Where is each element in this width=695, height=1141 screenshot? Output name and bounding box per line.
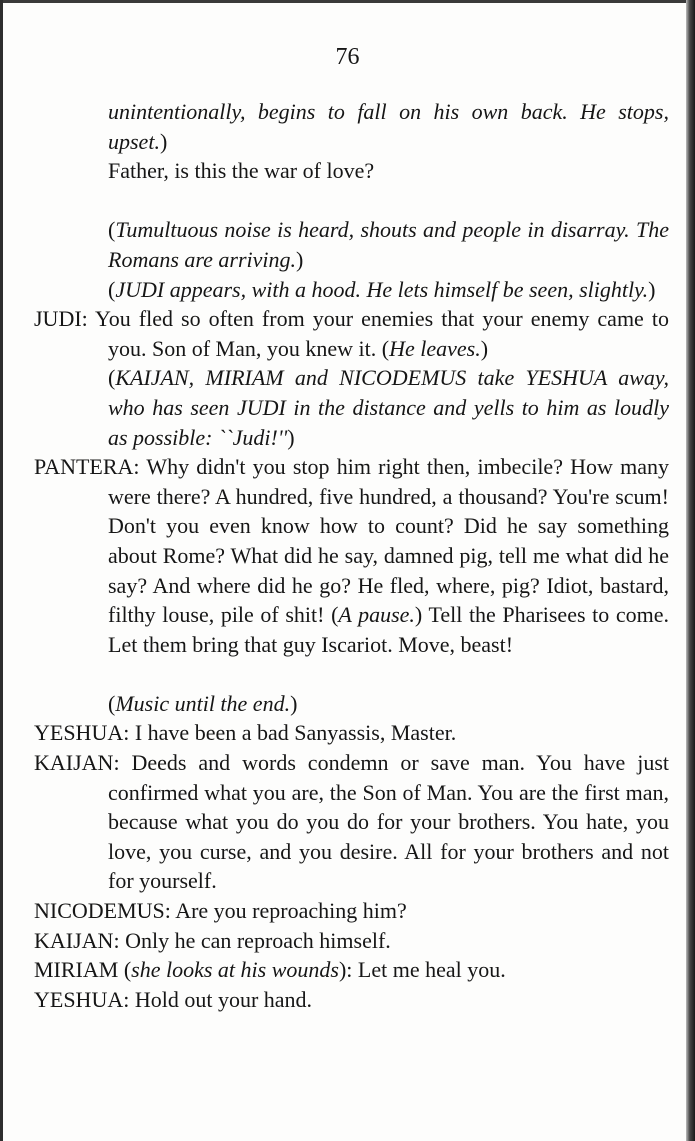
stage-direction xyxy=(0,275,695,305)
speaker-name: KAIJAN: xyxy=(34,927,120,953)
italic-text: He leaves. xyxy=(389,335,481,361)
dialogue-line xyxy=(0,718,695,748)
page-number: 76 xyxy=(335,44,360,70)
text-run: Only he can reproach himself. xyxy=(125,927,391,953)
text-run: ) xyxy=(159,128,168,154)
italic-text: she looks at his wounds xyxy=(131,957,339,983)
text-run: Father, is this the war of love? xyxy=(108,158,375,184)
dialogue-line xyxy=(0,985,695,1015)
speaker-name: YESHUA: xyxy=(34,986,130,1012)
text-run: Hold out your hand. xyxy=(134,986,313,1012)
text-run: ) xyxy=(287,424,295,450)
text-run: ( xyxy=(108,217,116,243)
dialogue-line xyxy=(0,926,695,956)
speaker-name: MIRIAM xyxy=(34,957,119,983)
text-run: You fled so often from your enemies that your enemy came to you. Son of Man, you knew it. ( xyxy=(95,306,669,361)
stage-direction xyxy=(0,215,695,274)
text-run: ( xyxy=(108,276,116,302)
italic-text: unintentionally, begins to fall on his own back. He stops, upset. xyxy=(108,99,669,154)
italic-text: KAIJAN, MIRIAM and NICODEMUS take YESHUA away, who has seen JUDI in the distance and yells to him as loudly as possible: ``Judi!'' xyxy=(108,365,669,450)
scan-edge-top xyxy=(0,0,695,3)
script-text xyxy=(0,97,695,1014)
text-run: ) xyxy=(648,276,656,302)
speaker-name: NICODEMUS: xyxy=(34,898,171,924)
stage-direction xyxy=(0,363,695,452)
dialogue-line xyxy=(0,896,695,926)
text-run: ) Tell the Pharisees to come. Let them bring that guy Iscariot. Move, beast! xyxy=(108,602,670,657)
stage-direction xyxy=(0,689,695,719)
dialogue-line xyxy=(0,955,695,985)
stage-direction xyxy=(0,97,695,156)
italic-text: JUDI appears, with a hood. He lets himself be seen, slightly. xyxy=(115,276,649,302)
italic-text: Music until the end. xyxy=(115,690,291,716)
text-run: Deeds and words condemn or save man. You have just confirmed what you are, the Son of Man. You are the first man, because what you do you do for your brothers. You hate, you love, you curse, and you desire. All for your brothers and not for yourself. xyxy=(108,750,670,894)
text-run: ) xyxy=(480,335,489,361)
dialogue-line xyxy=(0,304,695,363)
blank-line xyxy=(0,186,695,216)
text-run: ) xyxy=(296,246,304,272)
italic-text: Tumultuous noise is heard, shouts and people in disarray. The Romans are arriving. xyxy=(108,217,669,272)
italic-text: A pause. xyxy=(338,602,415,628)
speaker-name: KAIJAN: xyxy=(34,750,120,776)
speaker-name: PANTERA: xyxy=(34,454,140,480)
speaker-name: JUDI: xyxy=(34,306,88,332)
blank-line xyxy=(0,659,695,689)
dialogue-line xyxy=(0,452,695,659)
text-run: ) xyxy=(290,690,298,716)
speaker-name: YESHUA: xyxy=(34,720,130,746)
text-run: ( xyxy=(123,957,132,983)
text-run: Are you reproaching him? xyxy=(175,898,407,924)
text-run: ( xyxy=(108,365,116,391)
dialogue-continuation xyxy=(0,156,695,186)
text-run: ): Let me heal you. xyxy=(338,957,506,983)
dialogue-line xyxy=(0,748,695,896)
text-run: Why didn't you stop him right then, imbecile? How many were there? A hundred, five hundred, a thousand? You're scum! Don't you even know how to count? Did he say something about Rome? What did he say, damned pig, tell me what did he say? And where did he go? He fled, where, pig? Idiot, bastard, filthy louse, pile of shit! ( xyxy=(108,454,669,628)
text-run: ( xyxy=(108,690,116,716)
text-run: I have been a bad Sanyassis, Master. xyxy=(134,720,457,746)
